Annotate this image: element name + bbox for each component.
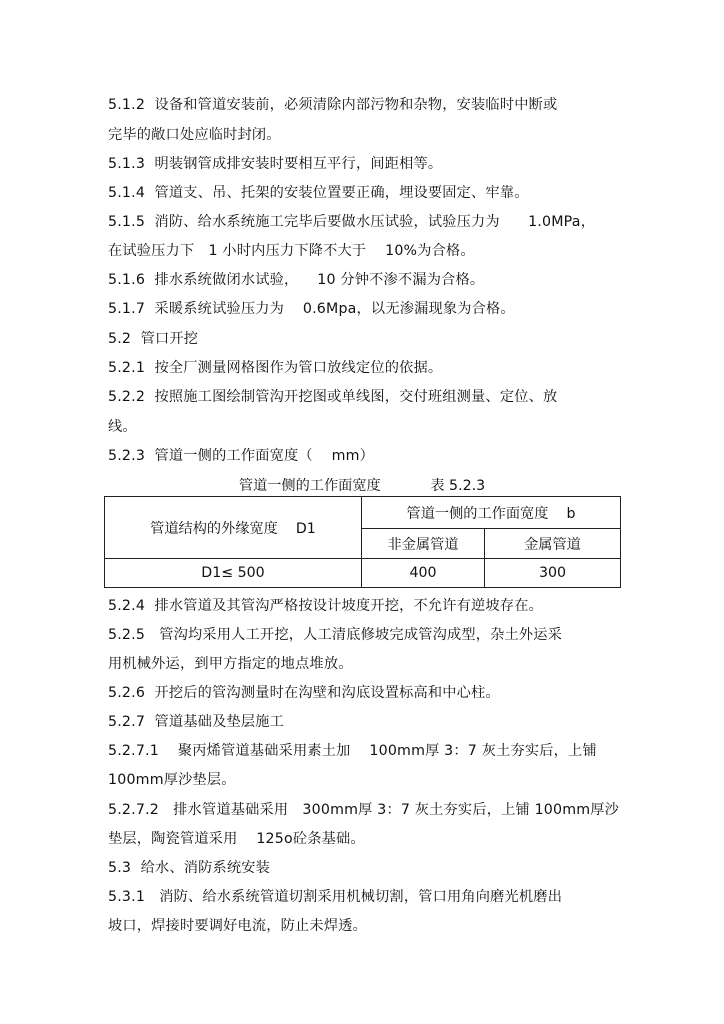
col-header-outer-width: 管道结构的外缘宽度 D1 [105, 497, 362, 559]
line-5-2-7-1-cont: 100mm厚沙垫层。 [108, 772, 236, 788]
line-5-2-6: 5.2.6 开挖后的管沟测量时在沟壁和沟底设置标高和中心柱。 [108, 685, 500, 701]
line-5-1-5: 5.1.5 消防、给水系统施工完毕后要做水压试验，试验压力为 1.0MPa， [108, 214, 596, 230]
line-5-2-7-2-cont: 垫层，陶瓷管道采用 125o砼条基础。 [108, 831, 365, 847]
line-5-1-2-cont: 完毕的敞口处应临时封闭。 [108, 127, 281, 143]
line-5-2-7-1: 5.2.7.1 聚丙烯管道基础采用素土加 100mm厚 3：7 灰土夯实后，上铺 [108, 743, 597, 759]
line-5-1-2: 5.1.2 设备和管道安装前，必须清除内部污物和杂物，安装临时中断或 [108, 97, 558, 113]
line-5-2-1: 5.2.1 按全厂测量网格图作为管口放线定位的依据。 [108, 360, 443, 376]
line-5-2-2: 5.2.2 按照施工图绘制管沟开挖图或单线图，交付班组测量、定位、放 [108, 389, 558, 405]
line-5-2-7: 5.2.7 管道基础及垫层施工 [108, 714, 285, 730]
cell-metal-value: 300 [485, 559, 621, 588]
col-header-nonmetal: 非金属管道 [362, 529, 485, 559]
line-5-1-5-cont: 在试验压力下 1 小时内压力下降不大于 10%为合格。 [108, 243, 475, 259]
line-5-1-4: 5.1.4 管道支、吊、托架的安装位置要正确，埋设要固定、牢靠。 [108, 185, 529, 201]
line-5-3-1-cont: 坡口，焊接时要调好电流，防止未焊透。 [108, 918, 367, 934]
col-header-metal: 金属管道 [485, 529, 621, 559]
line-5-1-7: 5.1.7 采暖系统试验压力为 0.6Mpa，以无渗漏现象为合格。 [108, 301, 515, 317]
heading-5-3: 5.3 给水、消防系统安装 [108, 860, 271, 876]
line-5-2-5: 5.2.5 管沟均采用人工开挖，人工清底修坡完成管沟成型，杂土外运采 [108, 627, 563, 643]
line-5-1-6: 5.1.6 排水系统做闭水试验， 10 分钟不渗不漏为合格。 [108, 272, 485, 288]
line-5-2-3: 5.2.3 管道一侧的工作面宽度（ mm） [108, 448, 375, 464]
work-width-table [104, 496, 621, 588]
line-5-1-3: 5.1.3 明装钢管成排安装时要相互平行，间距相等。 [108, 156, 443, 172]
heading-5-2: 5.2 管口开挖 [108, 331, 199, 347]
cell-nonmetal-value: 400 [362, 559, 485, 588]
line-5-2-5-cont: 用机械外运，到甲方指定的地点堆放。 [108, 656, 353, 672]
col-group-header-work-width: 管道一侧的工作面宽度 b [362, 497, 621, 529]
table-caption: 管道一侧的工作面宽度 表 5.2.3 [238, 478, 486, 494]
line-5-2-2-cont: 线。 [108, 419, 137, 435]
line-5-2-4: 5.2.4 排水管道及其管沟严格按设计坡度开挖，不允许有逆坡存在。 [108, 598, 543, 614]
cell-d1: D1≤ 500 [105, 559, 362, 588]
line-5-3-1: 5.3.1 消防、给水系统管道切割采用机械切割，管口用角向磨光机磨出 [108, 889, 563, 905]
line-5-2-7-2: 5.2.7.2 排水管道基础采用 300mm厚 3：7 灰土夯实后，上铺 100mm厚沙 [108, 802, 620, 818]
